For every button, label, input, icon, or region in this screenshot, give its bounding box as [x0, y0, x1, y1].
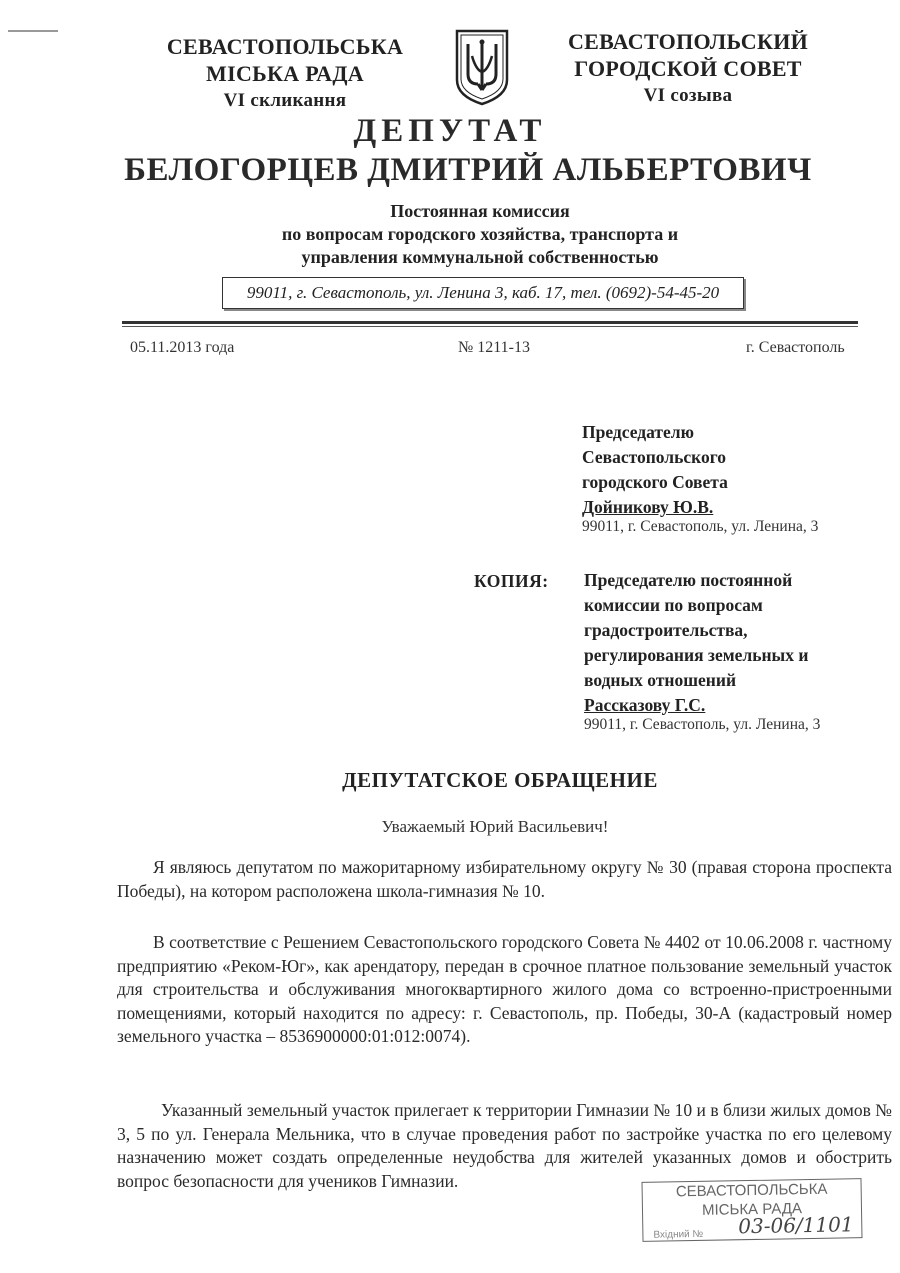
paragraph-2: В соответствие с Решением Севастопольского городского Совета № 4402 от 10.06.2008 г. частному предприятию «Реком-Юг», как арендатору, передан в срочное платное пользование земельный участок для строительства и обслуживания многоквартирного жилого дома со встроенно-пристроенными помещениями, который находится по адресу: г. Севастополь, пр. Победы, 30-А (кадастровый номер земельного участка – 8536900000:01:012:0074).: [117, 932, 892, 1046]
trident-emblem-icon: [454, 28, 510, 106]
deputy-name: БЕЛОГОРЦЕВ ДМИТРИЙ АЛЬБЕРТОВИЧ: [124, 152, 812, 188]
stamp-line2: МІСЬКА РАДА: [701, 1200, 803, 1219]
incoming-stamp: [641, 1178, 862, 1242]
copy-line5: водных отношений: [584, 670, 737, 690]
copy-line4: регулирования земельных и: [584, 645, 809, 665]
header-left-convocation: VI скликання: [223, 90, 347, 111]
stamp-incoming-label: Вхідний №: [653, 1228, 704, 1241]
header-left-line2: МІСЬКА РАДА: [206, 61, 364, 86]
paragraph-3: Указанный земельный участок прилегает к территории Гимназии № 10 и в близи жилых домов № 3, 5 по ул. Генерала Мельника, что в случае проведения работ по застройке участка по его целевому назначению может создать определенные неудобства для жителей указанных домов и обострить вопрос безопасности для учеников Гимназии.: [117, 1100, 892, 1191]
header-right: [548, 28, 828, 109]
copy-line3: градостроительства,: [584, 620, 748, 640]
copy-recipient-block: [584, 568, 808, 718]
office-address-box: 99011, г. Севастополь, ул. Ленина 3, каб. 17, тел. (0692)-54-45-20: [222, 277, 744, 309]
stamp-line1: СЕВАСТОПОЛЬСЬКА: [675, 1180, 828, 1201]
header-right-line2: ГОРОДСКОЙ СОВЕТ: [574, 56, 802, 81]
header-left-line1: СЕВАСТОПОЛЬСЬКА: [166, 34, 404, 59]
recipient-line3: городского Совета: [582, 472, 728, 492]
recipient-name: Дойникову Ю.В.: [582, 497, 714, 517]
copy-recipient-name: Рассказову Г.С.: [584, 695, 706, 715]
recipient-line1: Председателю: [582, 422, 694, 442]
commission-line3: управления коммунальной собственностью: [301, 247, 659, 267]
stamp-handwritten-number: 03-06/1101: [738, 1212, 854, 1239]
header-right-convocation: VI созыва: [643, 85, 733, 106]
scan-mark: [8, 30, 58, 32]
document-number: № 1211-13: [458, 339, 530, 356]
recipient-address: 99011, г. Севастополь, ул. Ленина, 3: [582, 518, 819, 535]
recipient-block: [582, 420, 728, 520]
copy-label: КОПИЯ:: [474, 571, 549, 591]
copy-line1: Председателю постоянной: [584, 570, 793, 590]
paragraph-1: Я являюсь депутатом по мажоритарному избирательному округу № 30 (правая сторона проспекта Победы), на котором расположена школа-гимназия № 10.: [117, 857, 892, 901]
greeting: Уважаемый Юрий Васильевич!: [381, 817, 609, 836]
commission-line2: по вопросам городского хозяйства, транспорта и: [281, 224, 679, 244]
header-left: [140, 33, 430, 114]
recipient-line2: Севастопольского: [582, 447, 727, 467]
document-date: 05.11.2013 года: [130, 339, 235, 356]
copy-line2: комиссии по вопросам: [584, 595, 763, 615]
commission-block: [0, 200, 900, 269]
commission-line1: Постоянная комиссия: [390, 201, 570, 221]
header-divider-thin: [122, 326, 858, 327]
copy-recipient-address: 99011, г. Севастополь, ул. Ленина, 3: [584, 716, 821, 733]
header-divider: [122, 321, 858, 324]
header-right-line1: СЕВАСТОПОЛЬСКИЙ: [567, 29, 809, 54]
deputy-label: ДЕПУТАТ: [353, 113, 547, 149]
document-title: ДЕПУТАТСКОЕ ОБРАЩЕНИЕ: [342, 768, 658, 792]
document-place: г. Севастополь: [746, 339, 845, 356]
